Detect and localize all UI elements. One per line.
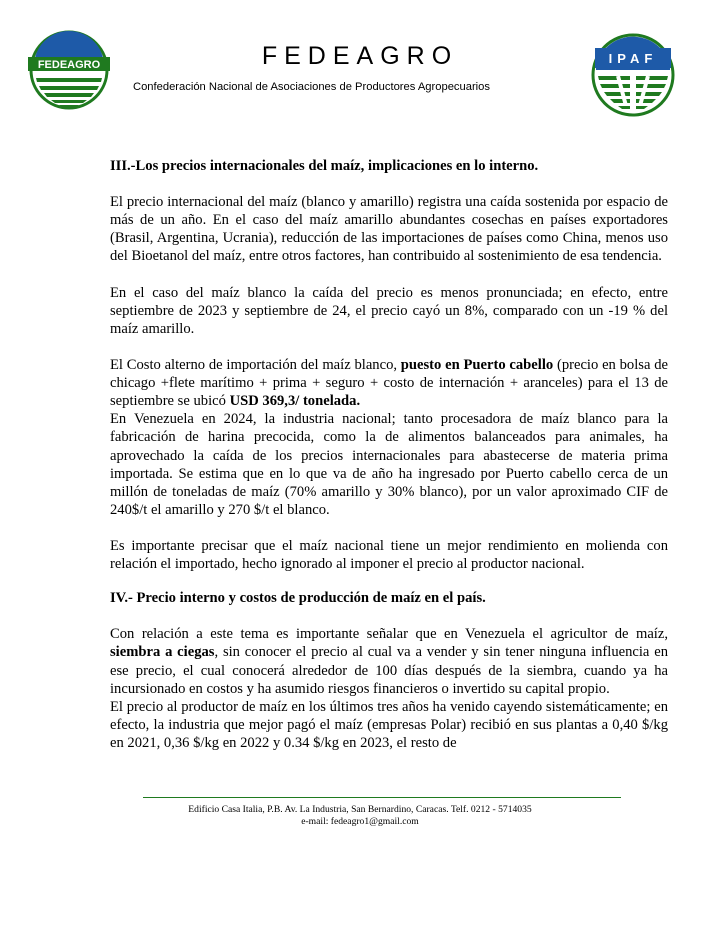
section3-paragraph-1: El precio internacional del maíz (blanco y amarillo) registra una caída sostenida por espacio de más de un año. En el caso del maíz amarillo abundantes cosechas en países exportadores (Brasil, Argentina, Ucrania), reducción de las importaciones de países como China, menos uso del Bioetanol del maíz, entre otros factores, han contribuido al sostenimiento de esa tendencia. [110,194,668,265]
section3-paragraph-4: En Venezuela en 2024, la industria nacional; tanto procesadora de maíz blanco para la fabricación de harina precocida, como la de alimentos balanceados para animales, ha aprovechado la caída de los precios internacionales para abastecerse de materia prima importada. Se estima que en lo que va de año ha ingresado por Puerto cabello cerca de un millón de toneladas de maíz (70% amarillo y 30% blanco), por un valor aproximado CIF de 240$/t el amarillo y 270 $/t el blanco. [110,411,668,518]
section3-paragraph-3 [110,356,668,410]
section3-paragraph-5: Es importante precisar que el maíz nacional tiene un mejor rendimiento en molienda con relación el importado, hecho ignorado al imponer el precio al productor nacional. [110,537,668,573]
section3-p3-bold-price: USD 369,3/ tonelada. [229,393,361,410]
section4-paragraph-2: El precio al productor de maíz en los últimos tres años ha venido cayendo sistemáticamente; en efecto, la industria que mejor pagó el maíz (empresas Polar) recibió en sus plantas a 0,40 $/kg en 2021, 0,36 $/kg en 2022 y 0.34 $/kg en 2023, el resto de [110,698,668,751]
section4-heading: IV.- Precio interno y costos de producción de maíz en el país. [110,590,486,607]
section4-p1-text-b: , sin conocer el precio al cual va a vender y sin tener ninguna influencia en ese precio, el cual conocerá alrededor de 100 días después de la siembra, cuando ya ha incursionado en costos y ha asumido riesgos financieros o invertido su capital propio. [110,644,669,697]
section3-p3-bold-location: puesto en Puerto cabello [400,357,554,374]
document-body [110,157,668,752]
brand-subtitle: Confederación Nacional de Asociaciones de Productores Agropecuarios [133,81,490,93]
footer-email: e-mail: fedeagro1@gmail.com [301,816,419,827]
fedeagro-logo-text: FEDEAGRO [37,59,101,71]
ipaf-logo [590,32,676,118]
section3-paragraph-2: En el caso del maíz blanco la caída del precio es menos pronunciada; en efecto, entre septiembre de 2023 y septiembre de 24, el precio cayó un 8%, comparado con un -19 % del maíz amarillo. [110,284,668,337]
section4-p1-text-a: Con relación a este tema es importante señalar que en Venezuela el agricultor de maíz, [110,626,668,643]
section4-p1-bold: siembra a ciegas [110,644,215,661]
section3-p3-text-b: (precio en bolsa de chicago +flete marítimo + prima + seguro + costo de internación + aranceles) para el 13 de septiembre se ubicó [110,357,668,410]
footer [0,804,720,828]
footer-address: Edificio Casa Italia, P.B. Av. La Industria, San Bernardino, Caracas. Telf. 0212 - 5714035 [188,804,532,815]
footer-divider [143,797,621,798]
section4-paragraph-1 [110,625,668,697]
section3-heading: III.-Los precios internacionales del maíz, implicaciones en lo interno. [110,158,539,174]
brand-title: FEDEAGRO [261,42,459,70]
section3-p3-text-a: El Costo alterno de importación del maíz blanco, [110,357,401,374]
ipaf-logo-text: IPAF [608,51,658,66]
